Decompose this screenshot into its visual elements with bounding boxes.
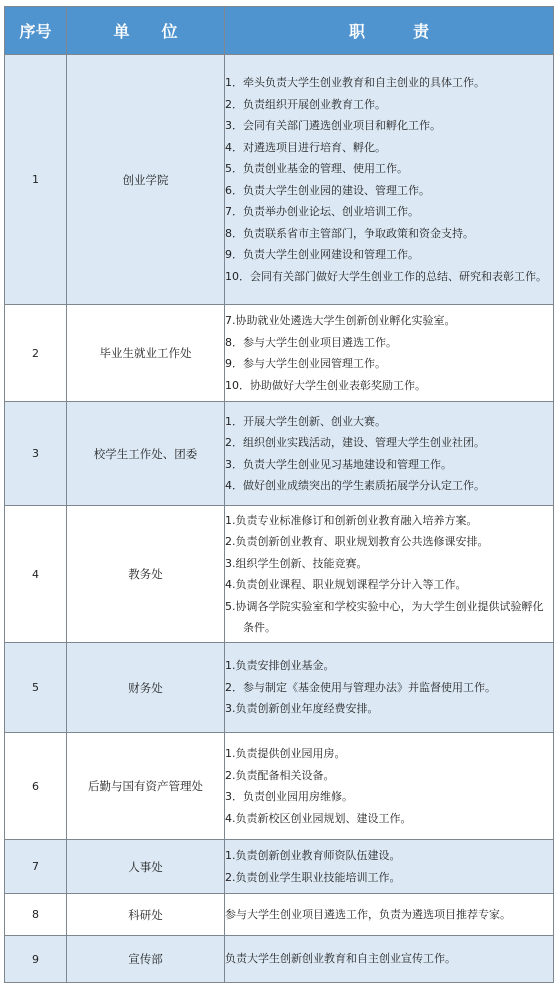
duty-item: 2.负责配备相关设备。: [225, 768, 335, 782]
duty-item: 2．组织创业实践活动，建设、管理大学生创业社团。: [225, 436, 485, 449]
unit-name: 宣传部: [67, 936, 225, 983]
duty-item: 2.负责创业学生职业技能培训工作。: [225, 870, 401, 884]
duty-item: 3．负责创业园用房维修。: [225, 790, 353, 803]
duty-item: 4.负责新校区创业园规划、建设工作。: [225, 811, 412, 825]
duty-item: 3．会同有关部门遴选创业项目和孵化工作。: [225, 119, 441, 132]
duty-item: 5．负责创业基金的管理、使用工作。: [225, 162, 408, 175]
duty-item: 负责大学生创新创业教育和自主创业宣传工作。: [225, 952, 456, 966]
duty-cell: [225, 894, 554, 936]
responsibility-table-wrapper: [4, 6, 554, 983]
row-number: 3: [5, 402, 67, 506]
duty-cell: [225, 840, 554, 894]
duty-item: 2．负责组织开展创业教育工作。: [225, 97, 386, 111]
table-row: [5, 894, 554, 936]
duty-item: 4．对遴选项目进行培育、孵化。: [225, 140, 386, 154]
row-number: 2: [5, 305, 67, 402]
duty-item: 参与大学生创业项目遴选工作，负责为遴选项目推荐专家。: [225, 907, 511, 921]
duty-item: 6．负责大学生创业园的建设、管理工作。: [225, 183, 430, 197]
duty-item: 9．参与大学生创业园管理工作。: [225, 357, 386, 370]
duty-item: 2．参与制定《基金使用与管理办法》并监督使用工作。: [225, 680, 496, 694]
unit-name: 财务处: [67, 643, 225, 733]
unit-name: 教务处: [67, 506, 225, 643]
duty-item: 4．做好创业成绩突出的学生素质拓展学分认定工作。: [225, 479, 485, 492]
table-row: [5, 55, 554, 305]
duty-item: 5.协调各学院实验室和学校实验中心，为大学生创业提供试验孵化条件。: [225, 599, 544, 634]
row-number: 7: [5, 840, 67, 894]
unit-name: 创业学院: [67, 55, 225, 305]
responsibility-table: [4, 6, 554, 983]
duty-cell: [225, 506, 554, 643]
table-row: [5, 402, 554, 506]
row-number: 8: [5, 894, 67, 936]
duty-item: 3．负责大学生创业见习基地建设和管理工作。: [225, 457, 452, 471]
table-row: [5, 305, 554, 402]
duty-cell: [225, 733, 554, 840]
row-number: 4: [5, 506, 67, 643]
duty-item: 7．负责举办创业论坛、创业培训工作。: [225, 205, 419, 218]
table-header-row: [5, 7, 554, 55]
duty-cell: [225, 402, 554, 506]
duty-item: 1．牵头负责大学生创业教育和自主创业的具体工作。: [225, 76, 485, 89]
duty-item: 1．开展大学生创新、创业大赛。: [225, 414, 386, 428]
duty-cell: [225, 936, 554, 983]
duty-item: 1.负责安排创业基金。: [225, 659, 335, 673]
duty-item: 8．负责联系省市主管部门，争取政策和资金支持。: [225, 226, 474, 240]
duty-item: 10．协助做好大学生创业表彰奖励工作。: [225, 378, 426, 392]
duty-cell: [225, 55, 554, 305]
table-row: [5, 643, 554, 733]
duty-item: 1.负责专业标准修订和创新创业教育融入培养方案。: [225, 513, 478, 527]
unit-name: 校学生工作处、团委: [67, 402, 225, 506]
duty-item: 7.协助就业处遴选大学生创新创业孵化实验室。: [225, 314, 456, 327]
duty-cell: [225, 643, 554, 733]
unit-name: 人事处: [67, 840, 225, 894]
duty-item: 10．会同有关部门做好大学生创业工作的总结、研究和表彰工作。: [225, 269, 547, 283]
header-duty: 职 责: [225, 7, 554, 55]
table-row: [5, 840, 554, 894]
row-number: 6: [5, 733, 67, 840]
duty-item: 9．负责大学生创业网建设和管理工作。: [225, 248, 419, 261]
row-number: 5: [5, 643, 67, 733]
duty-cell: [225, 305, 554, 402]
row-number: 9: [5, 936, 67, 983]
duty-item: 4.负责创业课程、职业规划课程学分计入等工作。: [225, 578, 467, 591]
duty-item: 1.负责创新创业教育师资队伍建设。: [225, 849, 401, 862]
duty-item: 2.负责创新创业教育、职业规划教育公共选修课安排。: [225, 535, 489, 548]
table-row: [5, 506, 554, 643]
header-seq: 序号: [5, 7, 67, 55]
duty-item: 3.组织学生创新、技能竞赛。: [225, 556, 368, 570]
unit-name: 后勤与国有资产管理处: [67, 733, 225, 840]
unit-name: 毕业生就业工作处: [67, 305, 225, 402]
table-row: [5, 936, 554, 983]
table-row: [5, 733, 554, 840]
duty-item: 3.负责创新创业年度经费安排。: [225, 702, 379, 716]
header-unit: 单 位: [67, 7, 225, 55]
row-number: 1: [5, 55, 67, 305]
unit-name: 科研处: [67, 894, 225, 936]
duty-item: 1.负责提供创业园用房。: [225, 747, 346, 760]
duty-item: 8．参与大学生创业项目遴选工作。: [225, 335, 397, 349]
